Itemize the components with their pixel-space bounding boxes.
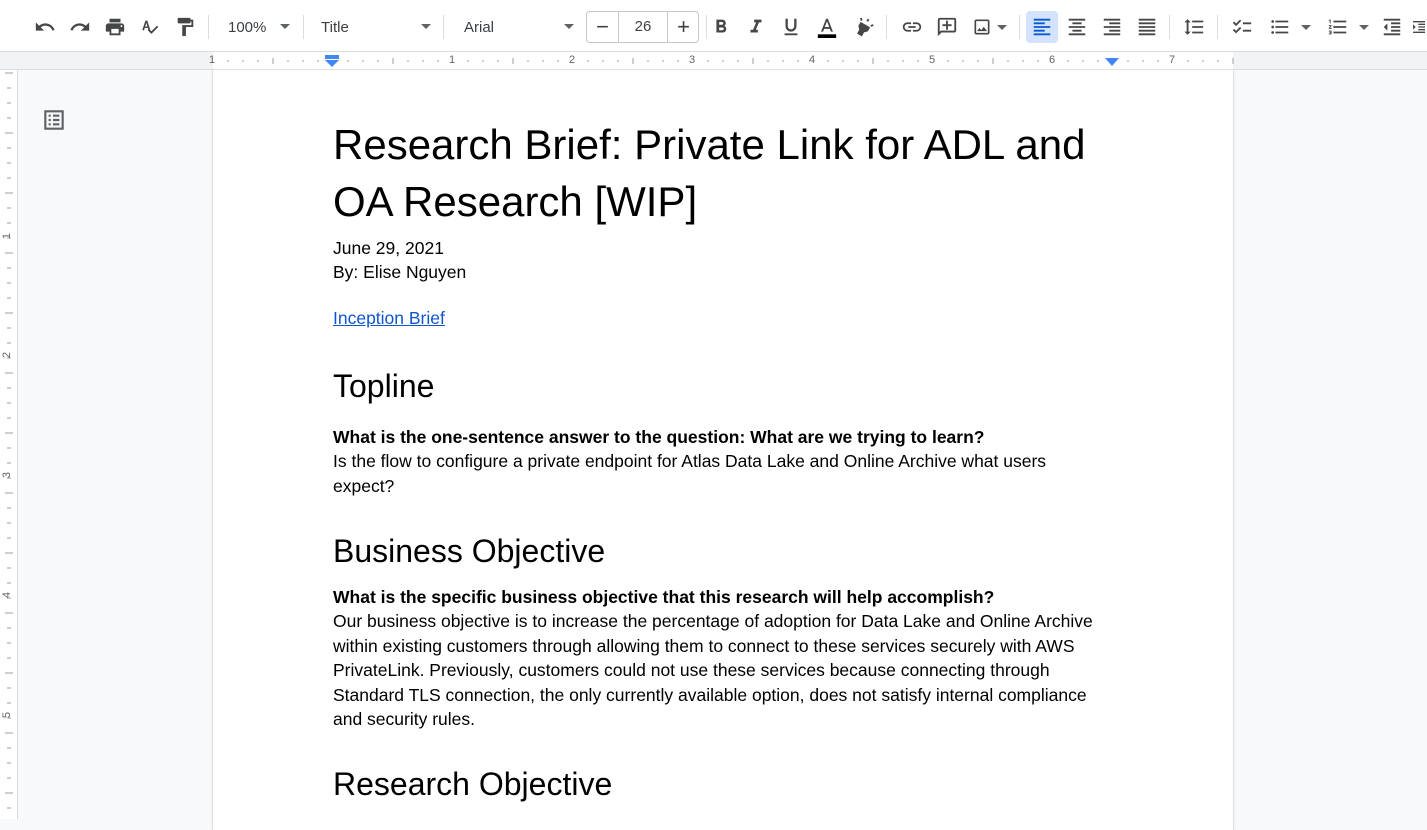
document-title: Research Brief: Private Link for ADL and OA Research [WIP]	[333, 121, 1086, 225]
bold-icon[interactable]	[706, 11, 736, 43]
paragraph-text: Our business objective is to increase the percentage of adoption for Data Lake and Online Archive within existing customers through allowing them to connect to these services securely with AWS PrivateLink. Previously, customers could not use these services because connecting through Standard TLS connection, the only currently available option, does not satisfy internal compliance and security rules.	[333, 611, 1093, 729]
font-select[interactable]	[464, 13, 574, 41]
ruler-number: 5	[1, 711, 14, 719]
style-select[interactable]	[321, 13, 431, 41]
decrease-indent-icon[interactable]	[1377, 11, 1407, 43]
style-value: Title	[321, 18, 349, 36]
insert-image-icon[interactable]	[967, 11, 1011, 43]
ruler-number: 2	[1, 351, 14, 359]
chevron-down-icon	[1301, 25, 1311, 30]
redo-icon[interactable]	[65, 11, 95, 43]
ruler-number: 3	[1, 471, 14, 479]
line-spacing-icon[interactable]	[1179, 11, 1209, 43]
ruler-number: 1	[1, 232, 14, 240]
ruler-number: 6	[1049, 54, 1056, 66]
undo-icon[interactable]	[30, 11, 60, 43]
chevron-down-icon	[1359, 25, 1369, 30]
ruler-number: 3	[689, 54, 696, 66]
toolbar-divider	[1169, 15, 1170, 39]
ruler-number: 4	[809, 54, 816, 66]
toolbar-divider	[1019, 15, 1020, 39]
zoom-value: 100%	[228, 18, 267, 36]
toolbar-divider	[303, 15, 304, 39]
chevron-down-icon	[564, 24, 574, 29]
paragraph-text: Is the flow to configure a private endpoint for Atlas Data Lake and Online Archive what users expect?	[333, 451, 1047, 496]
chevron-down-icon	[997, 25, 1007, 30]
toolbar-divider	[886, 15, 887, 39]
toolbar	[0, 0, 1427, 52]
ruler-number: 2	[569, 54, 576, 66]
add-comment-icon[interactable]	[932, 11, 962, 43]
zoom-select[interactable]	[228, 13, 290, 41]
document-date: June 29, 2021	[333, 238, 444, 258]
increase-font-size-button[interactable]: +	[677, 14, 690, 39]
spellcheck-icon[interactable]	[135, 11, 165, 43]
decrease-font-size-button[interactable]: −	[596, 14, 609, 39]
document-outline-icon[interactable]	[40, 106, 68, 134]
font-value: Arial	[464, 18, 495, 36]
toolbar-divider	[443, 15, 444, 39]
justify-icon[interactable]	[1132, 11, 1162, 43]
heading-topline: Topline	[333, 368, 435, 404]
underline-icon[interactable]	[776, 11, 806, 43]
ruler-ticks	[0, 70, 18, 819]
ruler-number: 4	[1, 591, 14, 599]
numbered-list-icon[interactable]	[1322, 11, 1374, 43]
inception-brief-link[interactable]: Inception Brief	[333, 308, 445, 328]
document-author: By: Elise Nguyen	[333, 262, 467, 282]
ruler-number: 5	[929, 54, 936, 66]
checklist-icon[interactable]	[1227, 11, 1257, 43]
toolbar-divider	[208, 15, 209, 39]
question-text: What is the specific business objective that this research will help accomplish?	[333, 587, 995, 607]
chevron-down-icon	[280, 24, 290, 29]
document-page[interactable]	[213, 70, 1233, 830]
font-size-control	[586, 11, 699, 43]
right-indent-marker-icon[interactable]	[1104, 57, 1120, 67]
horizontal-ruler[interactable]	[0, 52, 1427, 70]
ruler-number: 7	[1169, 54, 1176, 66]
highlight-icon[interactable]	[849, 11, 879, 43]
bulleted-list-icon[interactable]	[1264, 11, 1316, 43]
font-size-input[interactable]: 26	[618, 12, 668, 42]
align-center-icon[interactable]	[1062, 11, 1092, 43]
question-text: What is the one-sentence answer to the question: What are we trying to learn?	[333, 427, 985, 447]
increase-indent-icon[interactable]	[1411, 11, 1427, 43]
text-color-icon[interactable]	[811, 11, 843, 43]
paint-format-icon[interactable]	[170, 11, 200, 43]
toolbar-divider	[1217, 15, 1218, 39]
ruler-number: 1	[209, 54, 216, 66]
align-left-icon[interactable]	[1026, 11, 1058, 43]
ruler-number: 1	[449, 54, 456, 66]
print-icon[interactable]	[100, 11, 130, 43]
insert-link-icon[interactable]	[897, 11, 927, 43]
heading-research-objective: Research Objective	[333, 766, 613, 802]
heading-business-objective: Business Objective	[333, 533, 606, 569]
align-right-icon[interactable]	[1097, 11, 1127, 43]
italic-icon[interactable]	[741, 11, 771, 43]
left-indent-marker-icon[interactable]	[324, 55, 340, 69]
chevron-down-icon	[421, 24, 431, 29]
vertical-ruler[interactable]	[0, 70, 18, 819]
